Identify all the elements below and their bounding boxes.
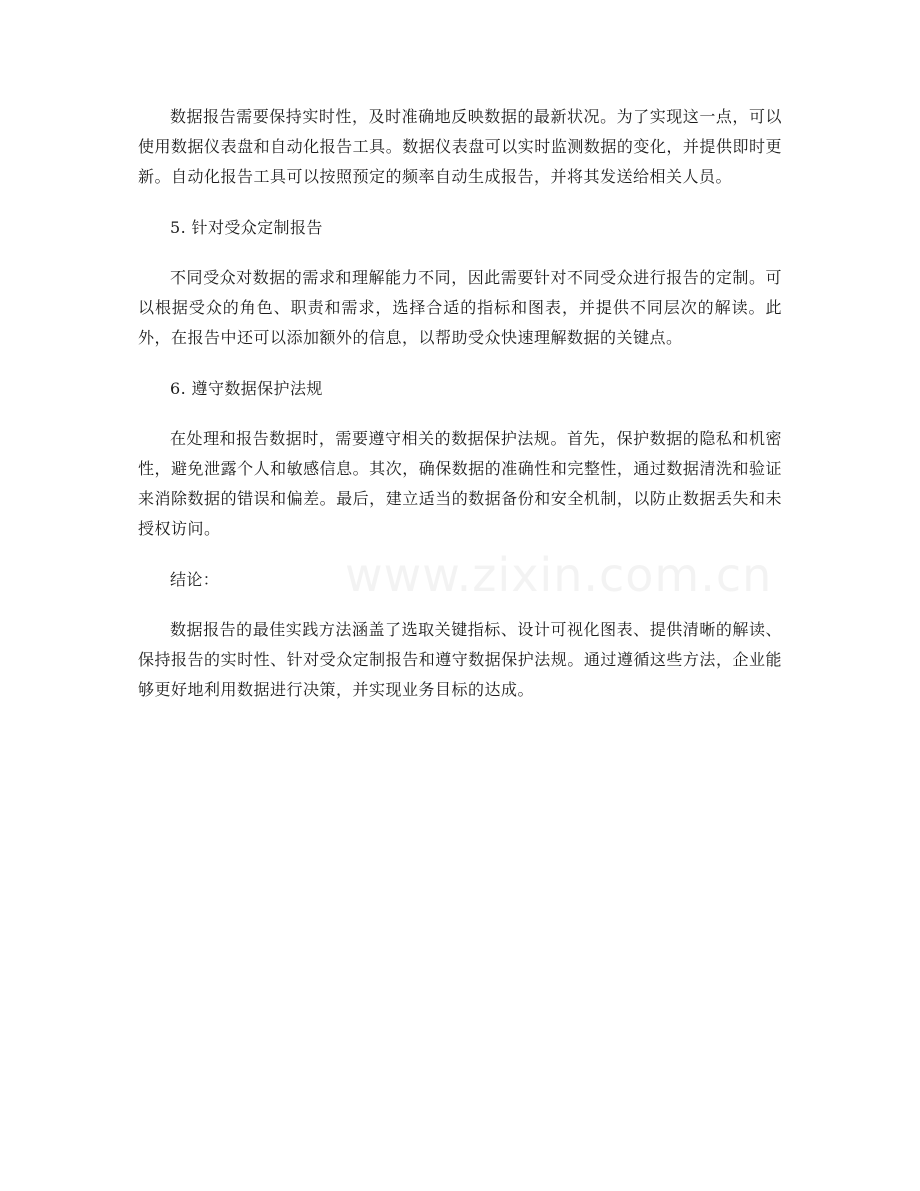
watermark: www.zixin.com.cn: [345, 548, 773, 602]
paragraph-realtime: 数据报告需要保持实时性，及时准确地反映数据的最新状况。为了实现这一点，可以使用数据仪表盘和自动化报告工具。数据仪表盘可以实时监测数据的变化，并提供即时更新。自动化报告工具可以按照预定的频率自动生成报告，并将其发送给相关人员。: [138, 107, 782, 186]
paragraph-data-protection: 在处理和报告数据时，需要遵守相关的数据保护法规。首先，保护数据的隐私和机密性，避免泄露个人和敏感信息。其次，确保数据的准确性和完整性，通过数据清洗和验证来消除数据的错误和偏差。最后，建立适当的数据备份和安全机制，以防止数据丢失和未授权访问。: [138, 429, 782, 538]
document-body: [138, 102, 782, 726]
heading-data-protection: 6. 遵守数据保护法规: [170, 379, 323, 398]
paragraph-audience: 不同受众对数据的需求和理解能力不同，因此需要针对不同受众进行报告的定制。可以根据受众的角色、职责和需求，选择合适的指标和图表，并提供不同层次的解读。此外，在报告中还可以添加额外的信息，以帮助受众快速理解数据的关键点。: [138, 268, 782, 347]
heading-conclusion: 结论：: [170, 570, 220, 589]
heading-audience: 5. 针对受众定制报告: [170, 218, 323, 237]
paragraph-conclusion: 数据报告的最佳实践方法涵盖了选取关键指标、设计可视化图表、提供清晰的解读、保持报告的实时性、针对受众定制报告和遵守数据保护法规。通过遵循这些方法，企业能够更好地利用数据进行决策，并实现业务目标的达成。: [138, 620, 782, 699]
